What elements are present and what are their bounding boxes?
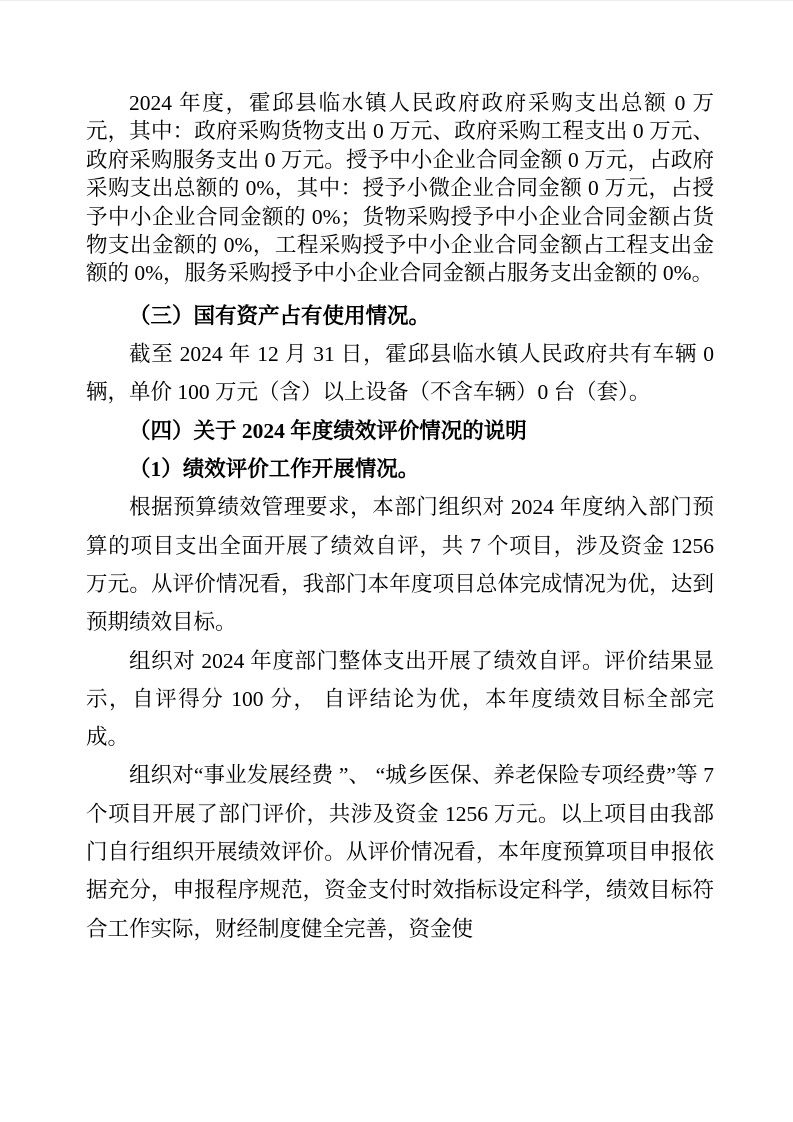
paragraph-procurement-summary: 2024 年度，霍邱县临水镇人民政府政府采购支出总额 0 万元，其中：政府采购货物支出 0 万元、政府采购工程支出 0 万元、政府采购服务支出 0 万元。授予中小企业合同金额 0 万元，占政府采购支出总额的 0%，其中：授予小微企业合同金额 0 万元，占授予中小企业合同金额的 0%；货物采购授予中小企业合同金额占货物支出金额的 0%，工程采购授予中小企业合同金额占工程支出金额的 0%，服务采购授予中小企业合同金额占服务支出金额的 0%。 <box>86 91 714 286</box>
paragraph-overall-self-evaluation: 组织对 2024 年度部门整体支出开展了绩效自评。评价结果显示，自评得分 100 分， 自评结论为优，本年度绩效目标全部完成。 <box>86 648 714 750</box>
heading-state-assets: （三）国有资产占有使用情况。 <box>129 303 431 328</box>
heading-performance-evaluation: （四）关于 2024 年度绩效评价情况的说明 <box>129 418 527 443</box>
document-body <box>86 89 714 948</box>
heading-evaluation-work: （1）绩效评价工作开展情况。 <box>129 457 420 482</box>
document-lower-section <box>86 297 714 948</box>
paragraph-self-evaluation-projects: 根据预算绩效管理要求，本部门组织对 2024 年度纳入部门预算的项目支出全面开展了绩效自评，共 7 个项目，涉及资金 1256 万元。从评价情况看，我部门本年度项目总体完成情况为优，达到预期绩效目标。 <box>86 495 714 635</box>
paragraph-state-assets: 截至 2024 年 12 月 31 日，霍邱县临水镇人民政府共有车辆 0 辆，单价 100 万元（含）以上设备（不含车辆）0 台（套）。 <box>86 342 714 405</box>
paragraph-department-evaluation: 组织对“事业发展经费 ”、 “城乡医保、养老保险专项经费”等 7 个项目开展了部门评价，共涉及资金 1256 万元。以上项目由我部门自行组织开展绩效评价。从评价情况看，本年度预算项目申报依据充分，申报程序规范，资金支付时效指标设定科学，绩效目标符合工作实际，财经制度健全完善，资金使 <box>86 763 714 941</box>
